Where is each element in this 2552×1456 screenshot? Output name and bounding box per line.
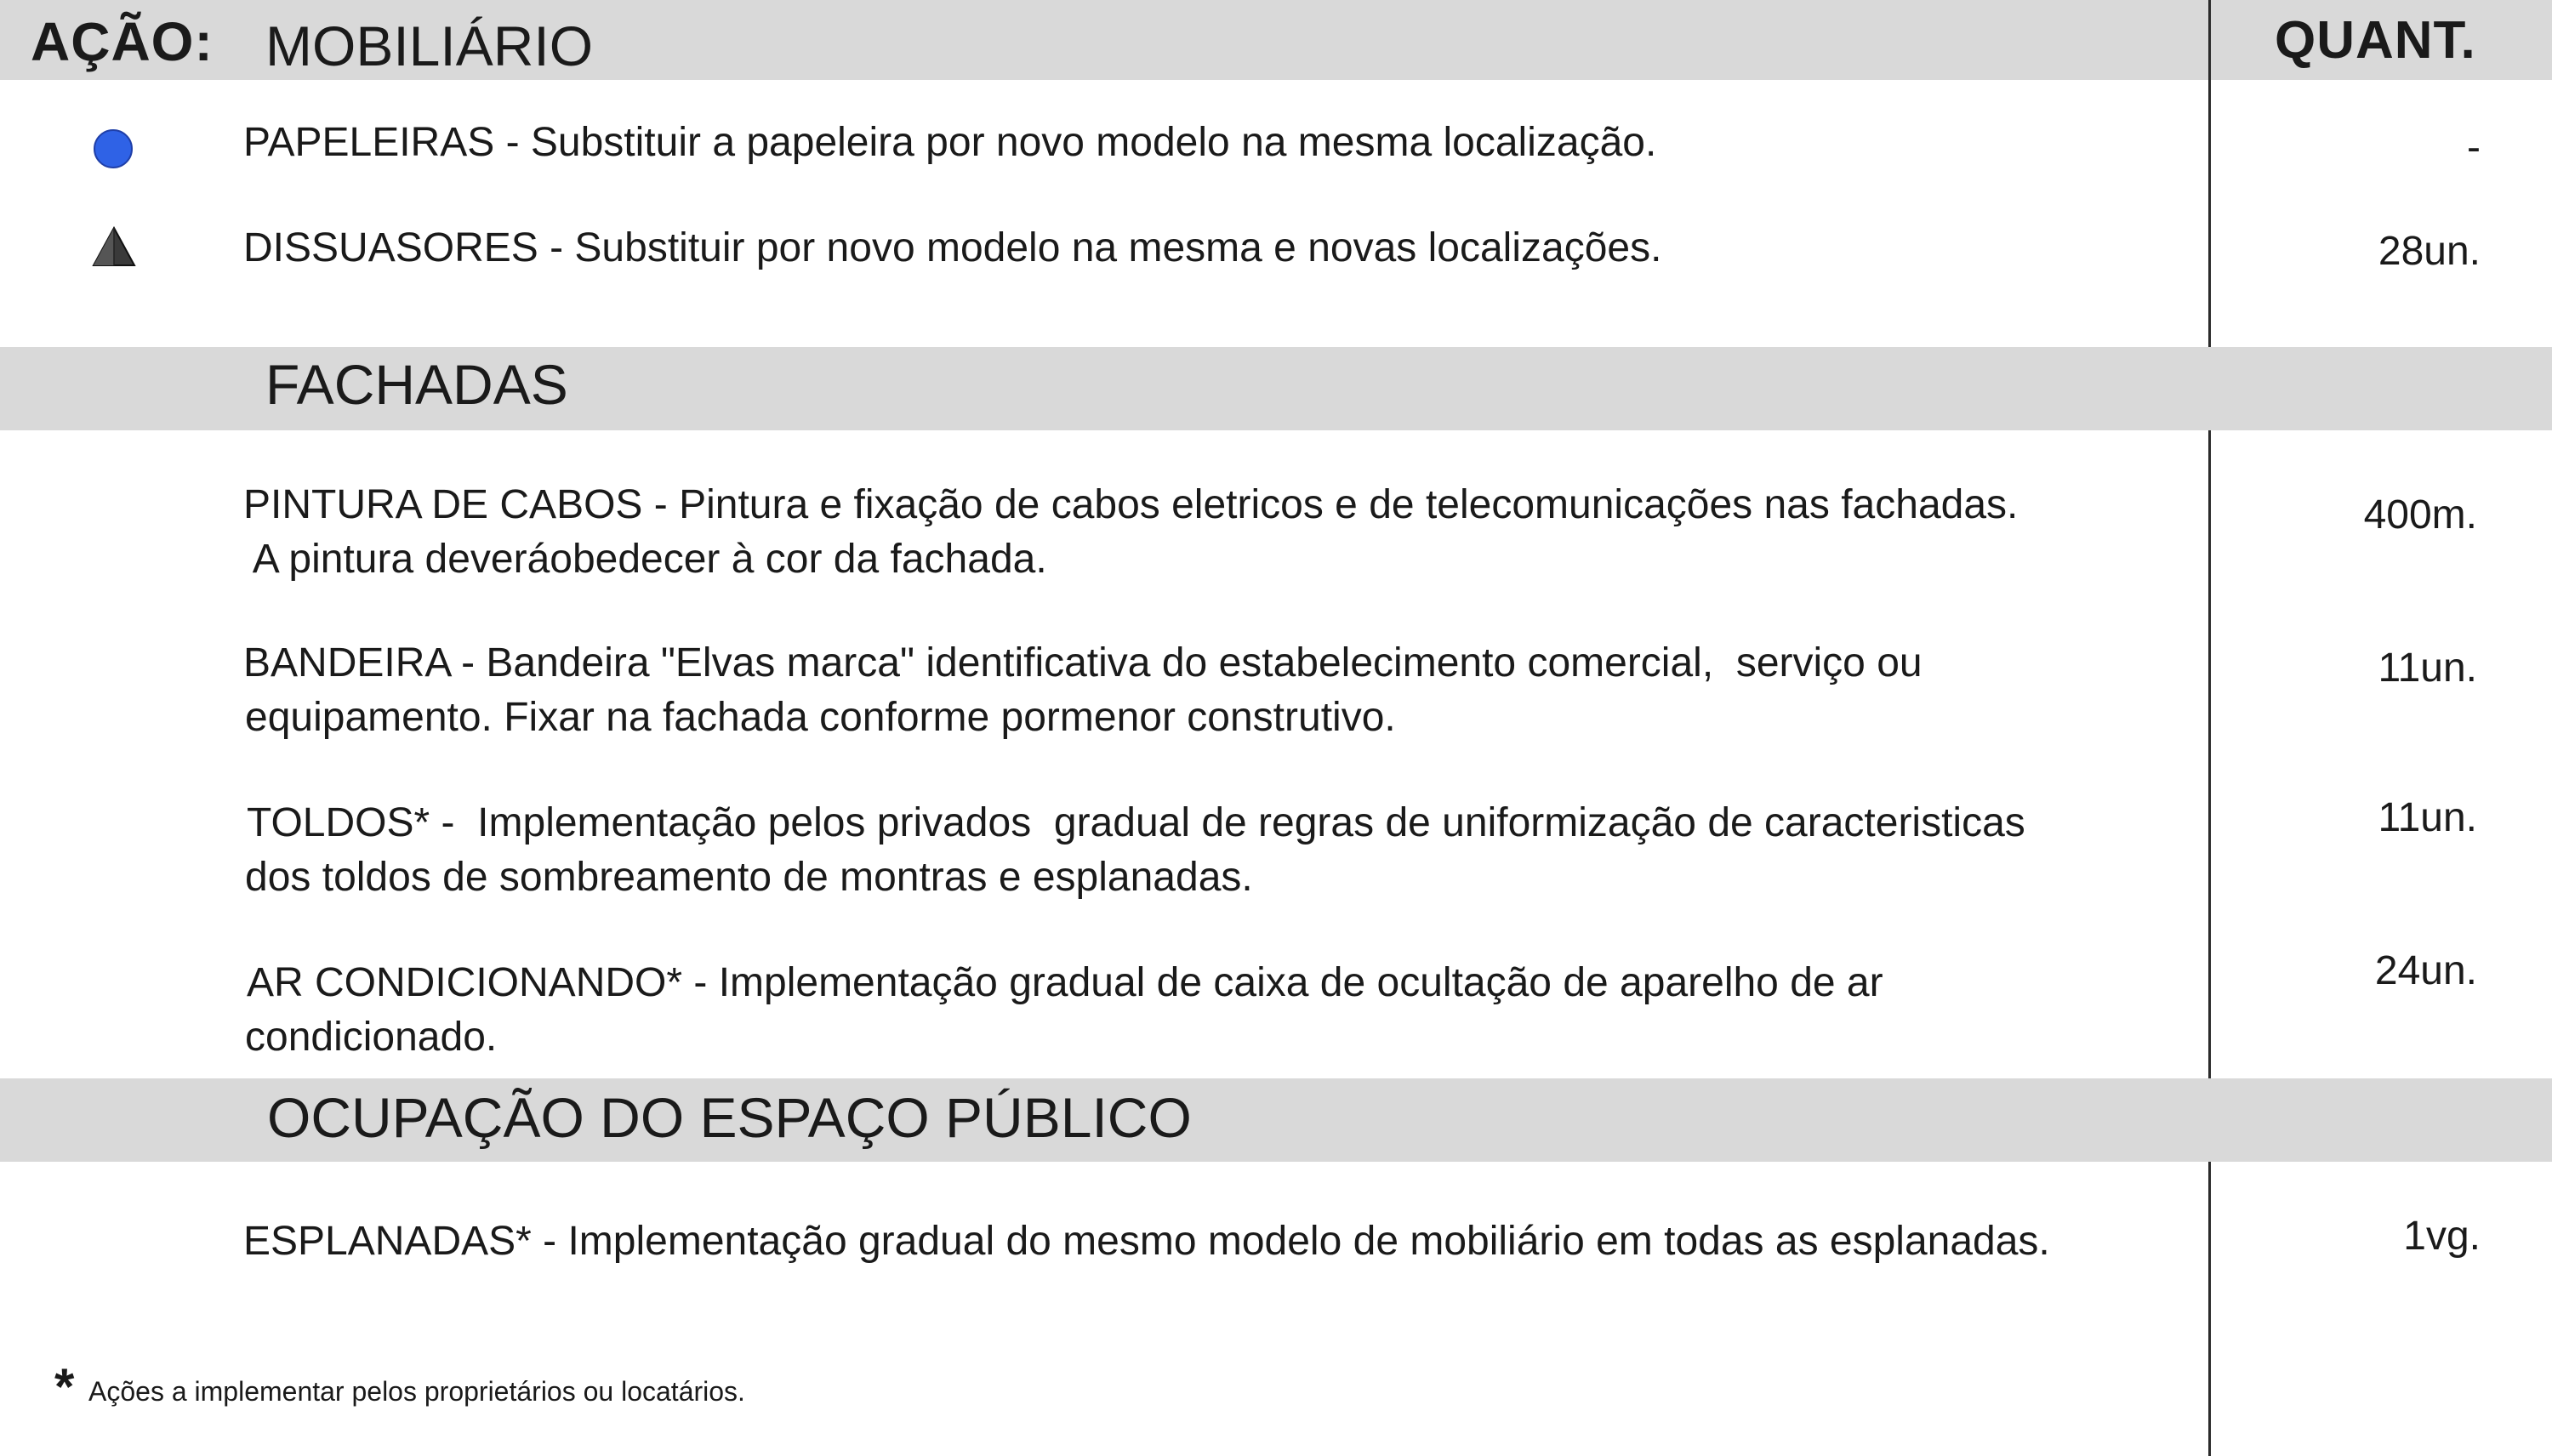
item-ar-condicionando-line1: AR CONDICIONANDO* - Implementação gradual de caixa de ocultação de aparelho de ar [247,960,1883,1005]
column-divider [2208,1162,2211,1456]
quantity-dissuasores: 28un. [2378,229,2481,274]
action-header-label: AÇÃO: [31,11,214,72]
item-bandeira-line2: equipamento. Fixar na fachada conforme pormenor construtivo. [245,695,1396,740]
quantity-ar-condicionando: 24un. [2374,948,2477,993]
footnote-text: Ações a implementar pelos proprietários ou locatários. [88,1376,745,1407]
item-pintura-de-cabos-line1: PINTURA DE CABOS - Pintura e fixação de cabos eletricos e de telecomunicações nas fachadas. [243,482,2019,527]
item-papeleiras: PAPELEIRAS - Substituir a papeleira por novo modelo na mesma localização. [243,120,1657,165]
quantity-bandeira: 11un. [2378,646,2477,691]
quantity-header-label: QUANT. [2275,11,2476,70]
column-divider [2208,430,2211,1078]
quantity-papeleiras: - [2467,125,2481,170]
item-esplanadas: ESPLANADAS* - Implementação gradual do mesmo modelo de mobiliário em todas as esplanadas. [243,1219,2050,1264]
item-ar-condicionando-line2: condicionado. [245,1015,498,1060]
quantity-pintura-de-cabos: 400m. [2363,492,2477,537]
blue-circle-icon [94,129,133,168]
item-toldos-line2: dos toldos de sombreamento de montras e esplanadas. [245,855,1253,900]
section-title-mobiliario: MOBILIÁRIO [265,14,594,77]
quantity-toldos: 11un. [2378,795,2477,840]
dark-triangle-icon [92,226,136,267]
column-divider [2208,0,2211,347]
item-dissuasores: DISSUASORES - Substituir por novo modelo na mesma e novas localizações. [243,225,1662,270]
item-bandeira-line1: BANDEIRA - Bandeira "Elvas marca" identificativa do estabelecimento comercial, serviço ou [243,640,1923,685]
item-toldos-line1: TOLDOS* - Implementação pelos privados gradual de regras de uniformização de caracteristicas [247,800,2025,845]
section-title-ocupacao-espaco-publico: OCUPAÇÃO DO ESPAÇO PÚBLICO [267,1086,1192,1149]
quantity-esplanadas: 1vg. [2403,1214,2481,1259]
section-title-fachadas: FACHADAS [265,353,568,416]
footnote-asterisk: * [54,1358,75,1415]
item-pintura-de-cabos-line2: A pintura deveráobedecer à cor da fachada. [243,537,1047,582]
